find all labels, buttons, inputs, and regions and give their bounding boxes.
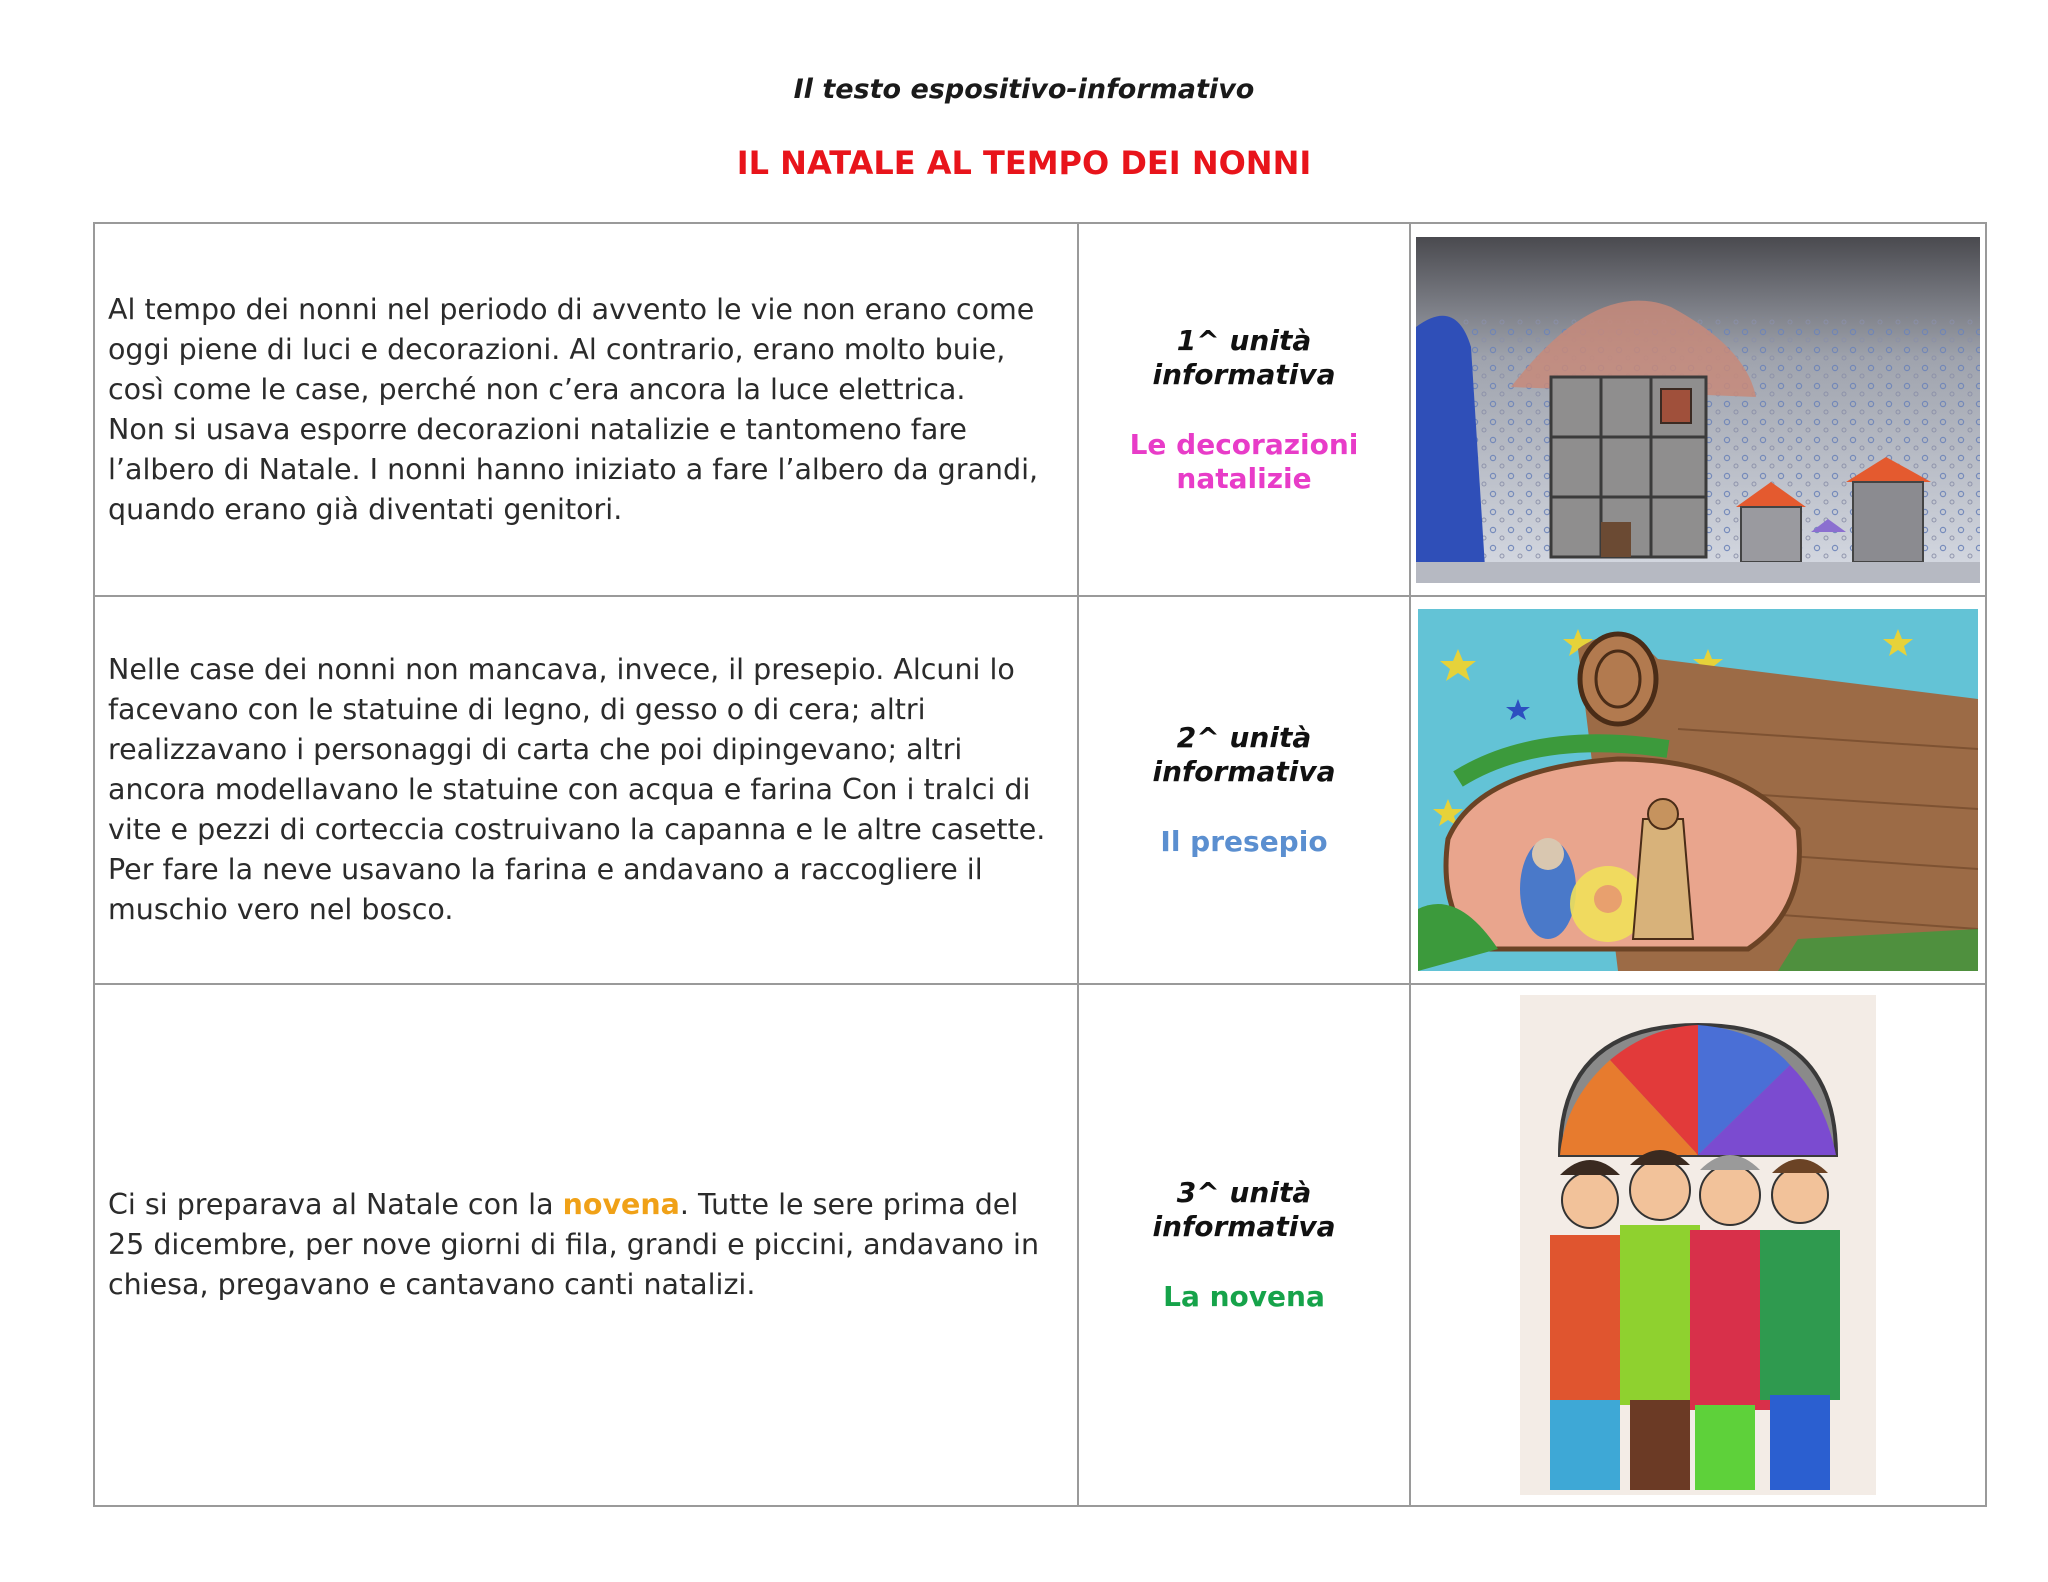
unit-number: 2^ unità: [1176, 721, 1312, 754]
paragraph: [108, 1185, 1061, 1305]
table-row: [94, 984, 1986, 1506]
unit-text-cell: [94, 984, 1078, 1506]
drawing-nativity-image: [1418, 609, 1978, 971]
unit-label-cell: [1078, 596, 1410, 984]
drawing-houses-image: [1416, 237, 1980, 583]
text-fragment: . Tutte le sere prima del 25 dicembre, per nove giorni di fila, grandi e piccini, andavano in chiesa, pregavano e cantavano canti natalizi.: [108, 1188, 1040, 1301]
unit-kind: informativa: [1152, 755, 1336, 788]
text-fragment: Ci si preparava al Natale con la: [108, 1188, 563, 1221]
units-table: [93, 222, 1987, 1507]
unit-text-cell: [94, 223, 1078, 596]
unit-kind: informativa: [1152, 357, 1336, 391]
unit-number: 3^ unità: [1176, 1176, 1312, 1209]
unit-topic: La novena: [1163, 1280, 1325, 1313]
unit-image-cell: [1410, 223, 1986, 596]
highlighted-word: novena: [562, 1188, 680, 1221]
document-title: IL NATALE AL TEMPO DEI NONNI: [736, 144, 1312, 182]
unit-topic: Le decorazioni natalizie: [1129, 427, 1359, 495]
table-row: [94, 596, 1986, 984]
unit-topic: Il presepio: [1160, 825, 1328, 858]
paragraph: Non si usava esporre decorazioni natalizie e tantomeno fare l’albero di Natale. I nonni hanno iniziato a fare l’albero da grandi, quando erano già diventati genitori.: [108, 412, 1039, 526]
drawing-choir-image: [1520, 995, 1876, 1495]
unit-label-cell: [1078, 984, 1410, 1506]
unit-image-cell: [1410, 596, 1986, 984]
unit-image-cell: [1410, 984, 1986, 1506]
paragraph: Nelle case dei nonni non mancava, invece, il presepio. Alcuni lo facevano con le statuine di legno, di gesso o di cera; altri realizzavano i personaggi di carta che poi dipingevano; altri ancora modellavano le statuine con acqua e farina Con i tralci di vite e pezzi di corteccia costruivano la capanna e le altre casette. Per fare la neve usavano la farina e andavano a raccogliere il muschio vero nel bosco.: [108, 653, 1046, 926]
unit-number: 1^ unità: [1176, 323, 1312, 357]
unit-text-cell: [94, 596, 1078, 984]
table-row: [94, 223, 1986, 596]
unit-label-cell: [1078, 223, 1410, 596]
paragraph: Al tempo dei nonni nel periodo di avvento le vie non erano come oggi piene di luci e decorazioni. Al contrario, erano molto buie, così come le case, perché non c’era ancora la luce elettrica.: [108, 292, 1035, 406]
unit-kind: informativa: [1152, 1210, 1336, 1243]
document-subtitle: Il testo espositivo-informativo: [793, 74, 1255, 105]
